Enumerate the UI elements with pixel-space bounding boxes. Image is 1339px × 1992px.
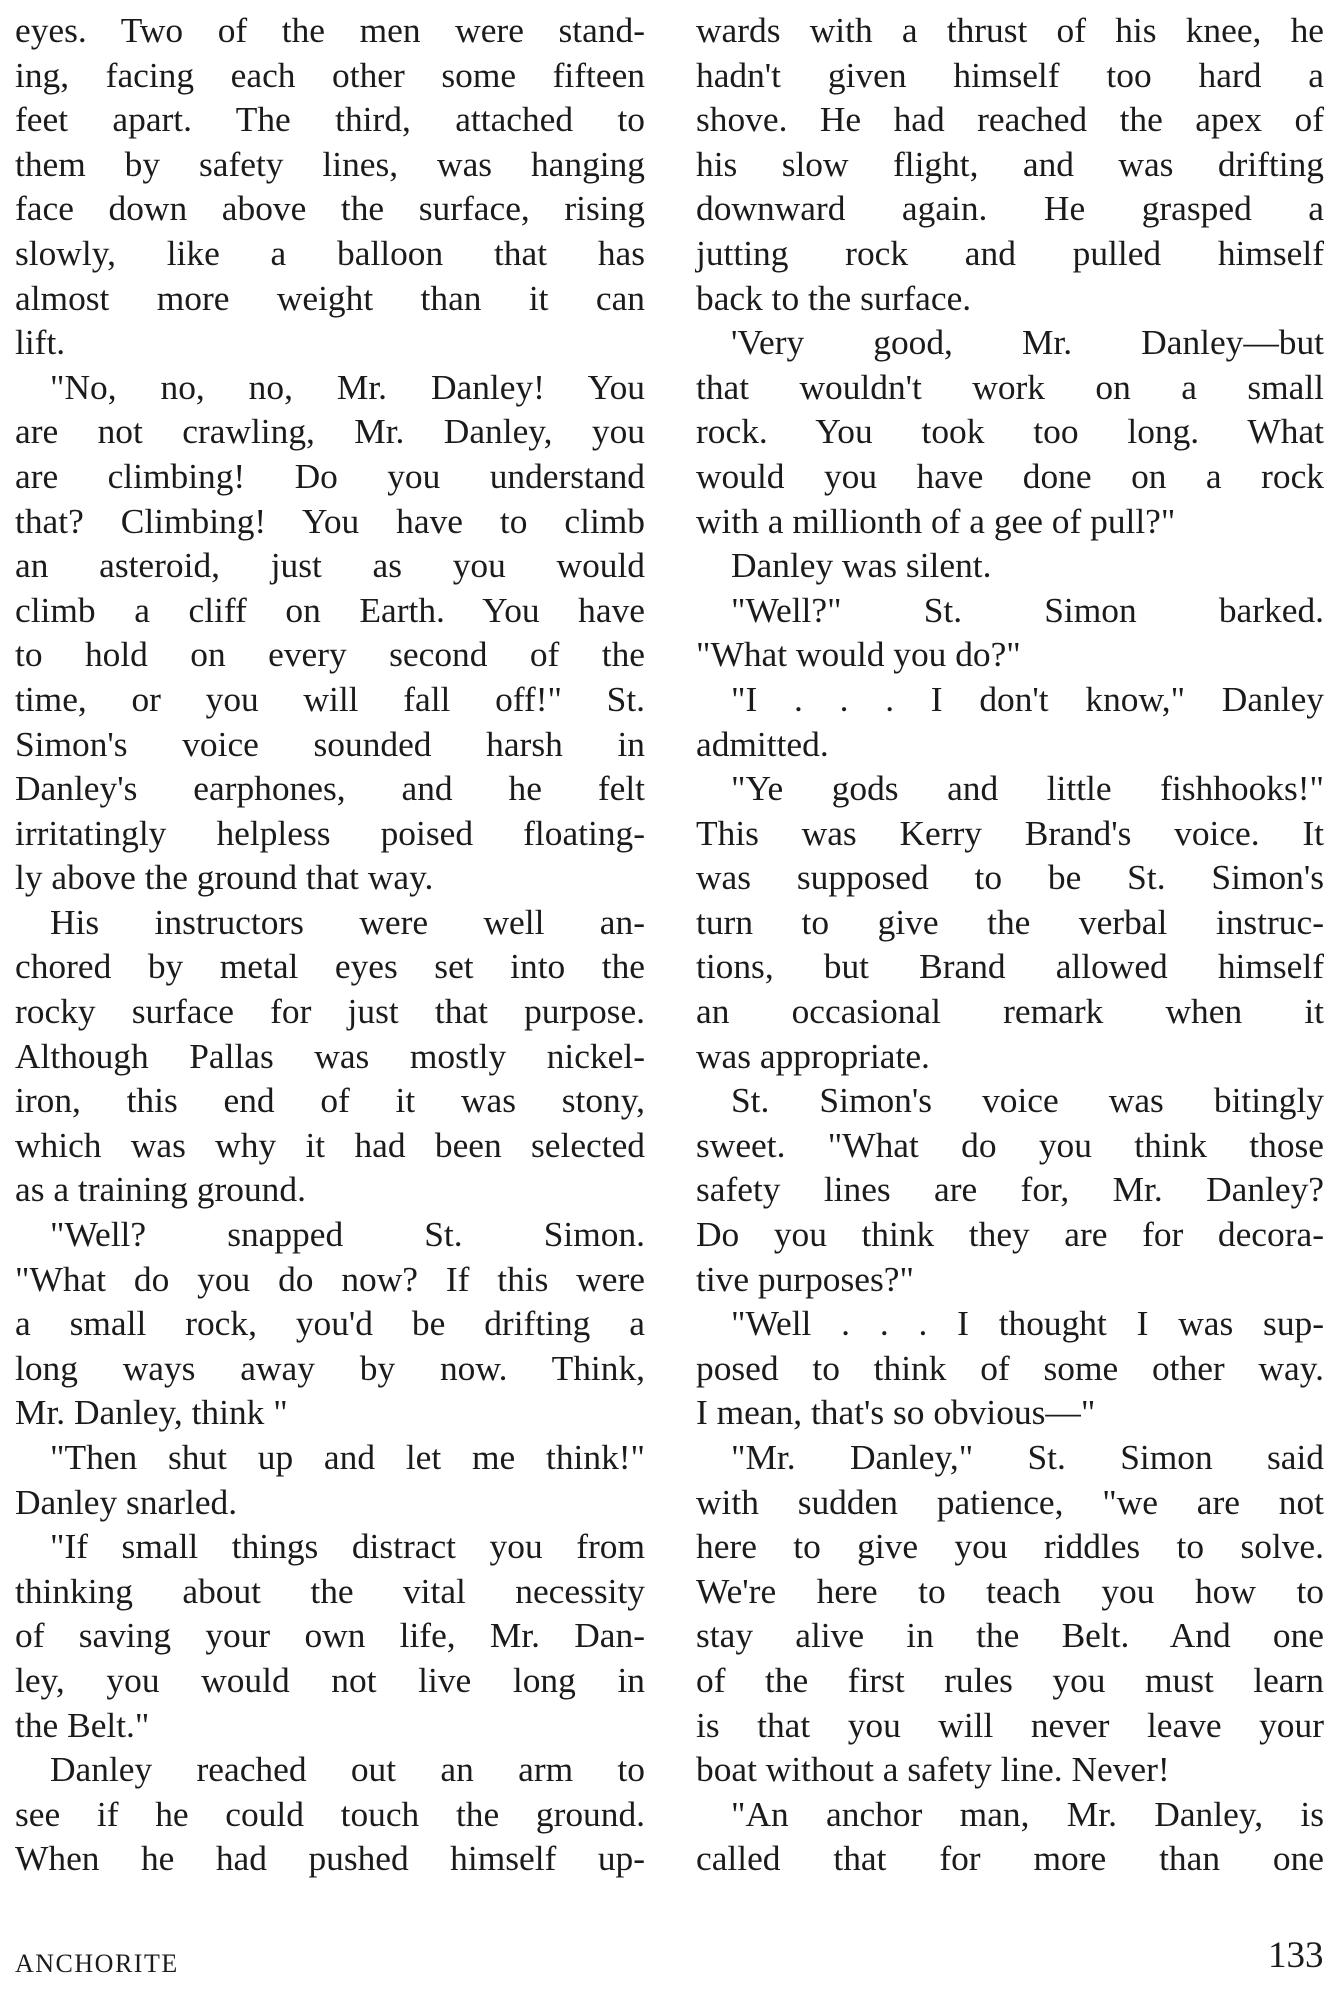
paragraph — [696, 1301, 1324, 1435]
text-line: Mr. Danley, think " — [15, 1392, 288, 1433]
paragraph — [15, 8, 645, 365]
text-line: feet apart. The third, attached to — [15, 99, 645, 140]
text-line: back to the surface. — [696, 277, 972, 318]
text-line: almost more weight than it can — [15, 277, 645, 318]
paragraph — [696, 320, 1324, 543]
text-line: "What do you do now? If this were — [15, 1258, 645, 1299]
paragraph — [696, 1792, 1324, 1881]
text-line: which was why it had been selected — [15, 1124, 645, 1165]
text-line: are not crawling, Mr. Danley, you — [15, 411, 645, 452]
text-line: Danley's earphones, and he felt — [15, 768, 645, 809]
text-line: would you have done on a rock — [696, 455, 1324, 496]
text-line: "What would you do?" — [696, 634, 1021, 675]
paragraph — [696, 677, 1324, 766]
text-line: "No, no, no, Mr. Danley! You — [50, 366, 645, 407]
text-line: boat without a safety line. Never! — [696, 1749, 1170, 1790]
text-line: jutting rock and pulled himself — [696, 232, 1324, 273]
text-line: as a training ground. — [15, 1169, 306, 1210]
text-line: the Belt." — [15, 1704, 150, 1745]
text-line: lift. — [15, 322, 66, 363]
text-line: "Then shut up and let me think!" — [50, 1437, 645, 1477]
text-line: Do you think they are for decora- — [696, 1214, 1324, 1255]
paragraph — [696, 543, 1324, 588]
text-line: "Well . . . I thought I was sup- — [731, 1303, 1324, 1344]
text-line: them by safety lines, was hanging — [15, 143, 645, 184]
text-line: his slow flight, and was drifting — [696, 143, 1324, 184]
text-line: "An anchor man, Mr. Danley, is — [731, 1793, 1324, 1834]
text-line: slowly, like a balloon that has — [15, 232, 645, 273]
text-line: ly above the ground that way. — [15, 857, 434, 898]
text-line: thinking about the vital necessity — [15, 1570, 645, 1611]
text-line: This was Kerry Brand's voice. It — [696, 812, 1324, 853]
text-line: St. Simon's voice was bitingly — [731, 1080, 1324, 1121]
text-line: called that for more than one — [696, 1838, 1324, 1879]
text-line: time, or you will fall off!" St. — [15, 678, 645, 719]
paragraph — [696, 588, 1324, 677]
text-line: "I . . . I don't know," Danley — [731, 678, 1324, 719]
text-line: of the first rules you must learn — [696, 1659, 1324, 1700]
text-line: When he had pushed himself up- — [15, 1838, 645, 1879]
text-line: sweet. "What do you think those — [696, 1124, 1324, 1165]
text-line: admitted. — [696, 723, 829, 764]
text-line: I mean, that's so obvious—" — [696, 1392, 1096, 1433]
text-line: shove. He had reached the apex of — [696, 99, 1324, 140]
text-line: safety lines are for, Mr. Danley? — [696, 1169, 1324, 1210]
text-line: "Mr. Danley," St. Simon said — [731, 1437, 1324, 1477]
text-line: iron, this end of it was stony, — [15, 1080, 645, 1121]
text-line: ing, facing each other some fifteen — [15, 54, 645, 95]
text-line: downward again. He grasped a — [696, 188, 1324, 229]
text-line: "If small things distract you from — [50, 1526, 645, 1567]
text-line: to hold on every second of the — [15, 634, 645, 675]
text-line: 'Very good, Mr. Danley—but — [731, 322, 1324, 363]
text-line: stay alive in the Belt. And one — [696, 1615, 1324, 1656]
paragraph — [696, 8, 1324, 320]
paragraph — [696, 1078, 1324, 1301]
text-line: rock. You took too long. What — [696, 411, 1324, 452]
text-line: with sudden patience, "we are not — [696, 1481, 1324, 1522]
right-text-column — [696, 8, 1324, 1881]
text-line: an occasional remark when it — [696, 991, 1324, 1032]
paragraph — [15, 1435, 645, 1524]
paragraph — [15, 365, 645, 900]
text-line: eyes. Two of the men were stand- — [15, 10, 645, 50]
text-line: "Well?" St. Simon barked. — [731, 589, 1324, 630]
text-line: His instructors were well an- — [50, 901, 645, 942]
text-line: long ways away by now. Think, — [15, 1347, 645, 1388]
text-line: is that you will never leave your — [696, 1704, 1324, 1745]
text-line: was supposed to be St. Simon's — [696, 857, 1324, 898]
text-line: with a millionth of a gee of pull?" — [696, 500, 1176, 541]
text-line: climb a cliff on Earth. You have — [15, 589, 645, 630]
paragraph — [696, 1435, 1324, 1792]
text-line: rocky surface for just that purpose. — [15, 991, 645, 1032]
text-line: that wouldn't work on a small — [696, 366, 1324, 407]
text-line: face down above the surface, rising — [15, 188, 645, 229]
text-line: "Ye gods and little fishhooks!" — [731, 768, 1324, 809]
left-text-column — [15, 8, 645, 1881]
text-line: We're here to teach you how to — [696, 1570, 1324, 1611]
text-line: was appropriate. — [696, 1035, 930, 1076]
paragraph — [15, 1524, 645, 1747]
text-line: irritatingly helpless poised floating- — [15, 812, 645, 853]
text-line: chored by metal eyes set into the — [15, 946, 645, 987]
paragraph — [15, 900, 645, 1212]
text-line: an asteroid, just as you would — [15, 545, 645, 586]
text-line: that? Climbing! You have to climb — [15, 500, 645, 541]
page-number: 133 — [1268, 1935, 1324, 1976]
text-line: of saving your own life, Mr. Dan- — [15, 1615, 645, 1656]
text-line: Danley reached out an arm to — [50, 1749, 645, 1790]
text-line: Danley snarled. — [15, 1481, 238, 1522]
text-line: hadn't given himself too hard a — [696, 54, 1324, 95]
text-line: a small rock, you'd be drifting a — [15, 1303, 645, 1344]
paragraph — [15, 1212, 645, 1435]
text-line: posed to think of some other way. — [696, 1347, 1324, 1388]
paragraph — [15, 1747, 645, 1881]
text-line: turn to give the verbal instruc- — [696, 901, 1324, 942]
running-title: ANCHORITE — [15, 1949, 179, 1978]
text-line: wards with a thrust of his knee, he — [696, 10, 1324, 50]
text-line: Danley was silent. — [731, 545, 992, 586]
text-line: are climbing! Do you understand — [15, 455, 645, 496]
text-line: "Well? snapped St. Simon. — [50, 1214, 645, 1255]
text-line: see if he could touch the ground. — [15, 1793, 645, 1834]
text-line: Simon's voice sounded harsh in — [15, 723, 645, 764]
paragraph — [696, 766, 1324, 1078]
text-line: tive purposes?" — [696, 1258, 914, 1299]
text-line: here to give you riddles to solve. — [696, 1526, 1324, 1567]
text-line: tions, but Brand allowed himself — [696, 946, 1324, 987]
text-line: ley, you would not live long in — [15, 1659, 645, 1700]
text-line: Although Pallas was mostly nickel- — [15, 1035, 645, 1076]
